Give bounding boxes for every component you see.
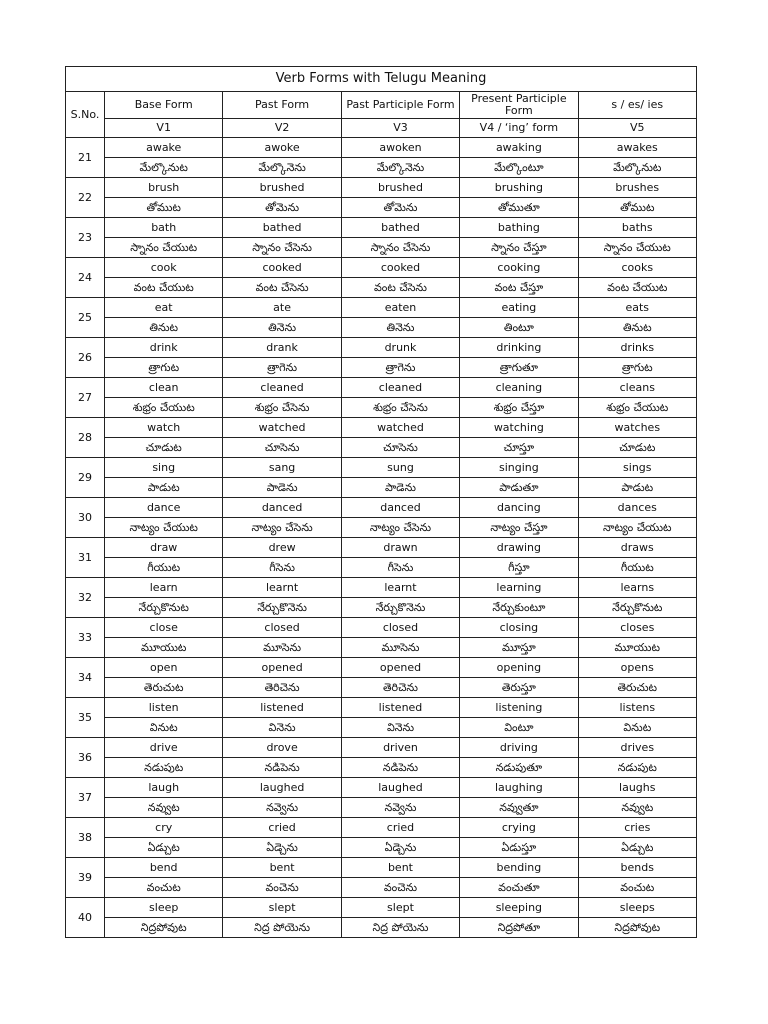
telugu-v4: త్రాగుతూ (460, 358, 578, 378)
telugu-v1: వంట చేయుట (105, 278, 223, 298)
english-v3: driven (341, 738, 459, 758)
english-v4: eating (460, 298, 578, 318)
table-row-telugu (66, 198, 697, 218)
english-v1: awake (105, 138, 223, 158)
english-v4: closing (460, 618, 578, 638)
telugu-v3: నాట్యం చేసెను (341, 518, 459, 538)
telugu-v4: తింటూ (460, 318, 578, 338)
table-row-telugu (66, 598, 697, 618)
serial-number: 33 (66, 618, 105, 658)
table-row (66, 898, 697, 918)
english-v3: awoken (341, 138, 459, 158)
english-v2: bent (223, 858, 341, 878)
serial-number: 26 (66, 338, 105, 378)
telugu-v3: వినెను (341, 718, 459, 738)
english-v3: eaten (341, 298, 459, 318)
english-v2: slept (223, 898, 341, 918)
serial-number: 21 (66, 138, 105, 178)
table-row (66, 178, 697, 198)
english-v1: brush (105, 178, 223, 198)
telugu-v1: నేర్చుకొనుట (105, 598, 223, 618)
table-row-telugu (66, 518, 697, 538)
english-v2: sang (223, 458, 341, 478)
header-row-codes (66, 119, 697, 138)
telugu-v5: నేర్చుకొనుట (578, 598, 696, 618)
telugu-v2: నాట్యం చేసెను (223, 518, 341, 538)
english-v1: laugh (105, 778, 223, 798)
telugu-v5: నాట్యం చేయుట (578, 518, 696, 538)
verb-forms-table (65, 66, 697, 938)
english-v2: drank (223, 338, 341, 358)
english-v2: drove (223, 738, 341, 758)
telugu-v2: తినెను (223, 318, 341, 338)
english-v5: drinks (578, 338, 696, 358)
telugu-v1: తినుట (105, 318, 223, 338)
english-v1: sleep (105, 898, 223, 918)
table-title: Verb Forms with Telugu Meaning (66, 67, 697, 92)
english-v1: learn (105, 578, 223, 598)
table-row (66, 298, 697, 318)
telugu-v4: ఏడుస్తూ (460, 838, 578, 858)
table-row (66, 378, 697, 398)
table-row (66, 658, 697, 678)
telugu-v1: ఏడ్చుట (105, 838, 223, 858)
telugu-v4: నడుపుతూ (460, 758, 578, 778)
table-row (66, 138, 697, 158)
english-v2: watched (223, 418, 341, 438)
telugu-v2: వంట చేసెను (223, 278, 341, 298)
telugu-v5: నడుపుట (578, 758, 696, 778)
english-v3: opened (341, 658, 459, 678)
english-v2: cooked (223, 258, 341, 278)
telugu-v3: నేర్చుకొనెను (341, 598, 459, 618)
telugu-v5: పాడుట (578, 478, 696, 498)
telugu-v2: స్నానం చేసెను (223, 238, 341, 258)
header-past-form: Past Form (223, 92, 341, 119)
table-row-telugu (66, 318, 697, 338)
telugu-v1: త్రాగుట (105, 358, 223, 378)
table-row-telugu (66, 358, 697, 378)
telugu-v3: శుభ్రం చేసెను (341, 398, 459, 418)
english-v5: baths (578, 218, 696, 238)
header-v5: V5 (578, 119, 696, 138)
english-v5: drives (578, 738, 696, 758)
telugu-v3: తోమెను (341, 198, 459, 218)
table-row (66, 418, 697, 438)
table-row-telugu (66, 638, 697, 658)
english-v1: dance (105, 498, 223, 518)
english-v2: opened (223, 658, 341, 678)
english-v5: sleeps (578, 898, 696, 918)
serial-number: 22 (66, 178, 105, 218)
table-row (66, 618, 697, 638)
english-v5: draws (578, 538, 696, 558)
telugu-v4: వింటూ (460, 718, 578, 738)
serial-number: 37 (66, 778, 105, 818)
english-v4: bathing (460, 218, 578, 238)
telugu-v1: నాట్యం చేయుట (105, 518, 223, 538)
english-v2: bathed (223, 218, 341, 238)
english-v2: listened (223, 698, 341, 718)
header-v2: V2 (223, 119, 341, 138)
telugu-v5: నవ్వుట (578, 798, 696, 818)
telugu-v5: వంట చేయుట (578, 278, 696, 298)
english-v3: closed (341, 618, 459, 638)
telugu-v2: నవ్వెను (223, 798, 341, 818)
english-v1: bath (105, 218, 223, 238)
telugu-v1: గీయుట (105, 558, 223, 578)
telugu-v4: నేర్చుకుంటూ (460, 598, 578, 618)
english-v4: watching (460, 418, 578, 438)
telugu-v4: పాడుతూ (460, 478, 578, 498)
english-v1: bend (105, 858, 223, 878)
telugu-v1: పాడుట (105, 478, 223, 498)
telugu-v5: చూడుట (578, 438, 696, 458)
telugu-v5: తినుట (578, 318, 696, 338)
telugu-v3: నవ్వెను (341, 798, 459, 818)
telugu-v2: వంచెను (223, 878, 341, 898)
header-base-form: Base Form (105, 92, 223, 119)
serial-number: 38 (66, 818, 105, 858)
english-v1: sing (105, 458, 223, 478)
english-v5: sings (578, 458, 696, 478)
english-v5: brushes (578, 178, 696, 198)
telugu-v5: వంచుట (578, 878, 696, 898)
english-v2: awoke (223, 138, 341, 158)
english-v3: drawn (341, 538, 459, 558)
telugu-v4: స్నానం చేస్తూ (460, 238, 578, 258)
english-v4: cooking (460, 258, 578, 278)
english-v3: danced (341, 498, 459, 518)
english-v4: laughing (460, 778, 578, 798)
table-row-telugu (66, 278, 697, 298)
english-v4: crying (460, 818, 578, 838)
telugu-v2: నిద్ర పోయెను (223, 918, 341, 938)
telugu-v3: ఏడ్చెను (341, 838, 459, 858)
table-row (66, 458, 697, 478)
telugu-v2: పాడెను (223, 478, 341, 498)
english-v1: cry (105, 818, 223, 838)
telugu-v1: మూయుట (105, 638, 223, 658)
telugu-v2: ఏడ్చెను (223, 838, 341, 858)
english-v5: laughs (578, 778, 696, 798)
english-v4: dancing (460, 498, 578, 518)
telugu-v1: శుభ్రం చేయుట (105, 398, 223, 418)
english-v2: cried (223, 818, 341, 838)
english-v3: watched (341, 418, 459, 438)
header-past-participle-form: Past Participle Form (341, 92, 459, 119)
telugu-v2: గీసెను (223, 558, 341, 578)
telugu-v3: వంచెను (341, 878, 459, 898)
english-v5: cleans (578, 378, 696, 398)
serial-number: 23 (66, 218, 105, 258)
english-v2: learnt (223, 578, 341, 598)
telugu-v4: నిద్రపోతూ (460, 918, 578, 938)
telugu-v5: నిద్రపోవుట (578, 918, 696, 938)
serial-number: 27 (66, 378, 105, 418)
telugu-v2: చూసెను (223, 438, 341, 458)
english-v3: laughed (341, 778, 459, 798)
table-row (66, 338, 697, 358)
telugu-v4: వంచుతూ (460, 878, 578, 898)
english-v3: cooked (341, 258, 459, 278)
telugu-v5: గీయుట (578, 558, 696, 578)
english-v5: eats (578, 298, 696, 318)
english-v3: bathed (341, 218, 459, 238)
telugu-v4: వంట చేస్తూ (460, 278, 578, 298)
telugu-v4: గీస్తూ (460, 558, 578, 578)
english-v3: brushed (341, 178, 459, 198)
header-v3: V3 (341, 119, 459, 138)
header-s-es-ies: s / es/ ies (578, 92, 696, 119)
english-v5: cries (578, 818, 696, 838)
table-row (66, 258, 697, 278)
english-v3: listened (341, 698, 459, 718)
english-v1: draw (105, 538, 223, 558)
english-v5: learns (578, 578, 696, 598)
telugu-v3: నిద్ర పోయెను (341, 918, 459, 938)
english-v4: drinking (460, 338, 578, 358)
serial-number: 40 (66, 898, 105, 938)
telugu-v5: మేల్కొనుట (578, 158, 696, 178)
table-row-telugu (66, 558, 697, 578)
telugu-v5: తెరుచుట (578, 678, 696, 698)
telugu-v2: తెరిచెను (223, 678, 341, 698)
english-v2: ate (223, 298, 341, 318)
english-v1: listen (105, 698, 223, 718)
header-row-forms (66, 92, 697, 119)
english-v5: bends (578, 858, 696, 878)
telugu-v3: తినెను (341, 318, 459, 338)
telugu-v1: మేల్కొనుట (105, 158, 223, 178)
english-v5: opens (578, 658, 696, 678)
english-v1: eat (105, 298, 223, 318)
telugu-v3: మేల్కొనెను (341, 158, 459, 178)
telugu-v4: నాట్యం చేస్తూ (460, 518, 578, 538)
english-v4: drawing (460, 538, 578, 558)
serial-number: 25 (66, 298, 105, 338)
table-row-telugu (66, 438, 697, 458)
telugu-v1: చూడుట (105, 438, 223, 458)
table-row-telugu (66, 918, 697, 938)
verb-table-body (66, 138, 697, 938)
telugu-v2: మూసెను (223, 638, 341, 658)
english-v3: cleaned (341, 378, 459, 398)
table-row (66, 538, 697, 558)
english-v4: brushing (460, 178, 578, 198)
english-v2: closed (223, 618, 341, 638)
table-row-telugu (66, 678, 697, 698)
english-v3: drunk (341, 338, 459, 358)
serial-number: 39 (66, 858, 105, 898)
english-v3: sung (341, 458, 459, 478)
english-v2: drew (223, 538, 341, 558)
telugu-v4: తెరుస్తూ (460, 678, 578, 698)
table-row-telugu (66, 238, 697, 258)
telugu-v4: మేల్కొంటూ (460, 158, 578, 178)
english-v4: awaking (460, 138, 578, 158)
english-v2: laughed (223, 778, 341, 798)
table-row-telugu (66, 838, 697, 858)
telugu-v5: త్రాగుట (578, 358, 696, 378)
table-row-telugu (66, 158, 697, 178)
telugu-v2: మేల్కొనెను (223, 158, 341, 178)
telugu-v4: శుభ్రం చేస్తూ (460, 398, 578, 418)
telugu-v5: శుభ్రం చేయుట (578, 398, 696, 418)
english-v1: watch (105, 418, 223, 438)
english-v2: danced (223, 498, 341, 518)
telugu-v3: పాడెను (341, 478, 459, 498)
serial-number: 36 (66, 738, 105, 778)
telugu-v3: వంట చేసెను (341, 278, 459, 298)
english-v3: cried (341, 818, 459, 838)
telugu-v3: స్నానం చేసెను (341, 238, 459, 258)
table-row (66, 698, 697, 718)
english-v1: close (105, 618, 223, 638)
table-row-telugu (66, 478, 697, 498)
english-v4: opening (460, 658, 578, 678)
telugu-v4: మూస్తూ (460, 638, 578, 658)
telugu-v3: మూసెను (341, 638, 459, 658)
table-row (66, 578, 697, 598)
english-v3: bent (341, 858, 459, 878)
telugu-v4: నవ్వుతూ (460, 798, 578, 818)
telugu-v4: తోముతూ (460, 198, 578, 218)
table-row-telugu (66, 718, 697, 738)
telugu-v2: త్రాగెను (223, 358, 341, 378)
table-row (66, 858, 697, 878)
table-row-telugu (66, 398, 697, 418)
telugu-v1: నిద్రపోవుట (105, 918, 223, 938)
english-v5: cooks (578, 258, 696, 278)
english-v5: dances (578, 498, 696, 518)
english-v4: singing (460, 458, 578, 478)
telugu-v1: నడుపుట (105, 758, 223, 778)
telugu-v1: వంచుట (105, 878, 223, 898)
telugu-v2: నడిపెను (223, 758, 341, 778)
telugu-v3: తెరిచెను (341, 678, 459, 698)
table-row (66, 778, 697, 798)
telugu-v1: తోముట (105, 198, 223, 218)
english-v1: clean (105, 378, 223, 398)
serial-number: 24 (66, 258, 105, 298)
telugu-v5: తోముట (578, 198, 696, 218)
table-row (66, 738, 697, 758)
serial-number: 30 (66, 498, 105, 538)
telugu-v5: మూయుట (578, 638, 696, 658)
english-v2: cleaned (223, 378, 341, 398)
english-v1: open (105, 658, 223, 678)
serial-number: 32 (66, 578, 105, 618)
header-sno: S.No. (66, 92, 105, 138)
telugu-v1: తెరుచుట (105, 678, 223, 698)
table-row (66, 498, 697, 518)
english-v1: drive (105, 738, 223, 758)
telugu-v1: స్నానం చేయుట (105, 238, 223, 258)
telugu-v5: ఏడ్చుట (578, 838, 696, 858)
telugu-v1: నవ్వుట (105, 798, 223, 818)
english-v1: drink (105, 338, 223, 358)
english-v4: cleaning (460, 378, 578, 398)
english-v4: learning (460, 578, 578, 598)
english-v5: watches (578, 418, 696, 438)
english-v3: learnt (341, 578, 459, 598)
english-v4: listening (460, 698, 578, 718)
telugu-v3: గీసెను (341, 558, 459, 578)
telugu-v4: చూస్తూ (460, 438, 578, 458)
header-v4: V4 / ‘ing’ form (460, 119, 578, 138)
serial-number: 28 (66, 418, 105, 458)
header-v1: V1 (105, 119, 223, 138)
english-v4: bending (460, 858, 578, 878)
serial-number: 35 (66, 698, 105, 738)
telugu-v2: వినెను (223, 718, 341, 738)
table-row-telugu (66, 758, 697, 778)
serial-number: 34 (66, 658, 105, 698)
english-v5: closes (578, 618, 696, 638)
telugu-v2: తోమెను (223, 198, 341, 218)
serial-number: 31 (66, 538, 105, 578)
telugu-v3: త్రాగెను (341, 358, 459, 378)
english-v4: sleeping (460, 898, 578, 918)
english-v1: cook (105, 258, 223, 278)
english-v5: listens (578, 698, 696, 718)
english-v5: awakes (578, 138, 696, 158)
header-present-participle-form: Present Participle Form (460, 92, 578, 119)
table-row (66, 818, 697, 838)
serial-number: 29 (66, 458, 105, 498)
telugu-v3: నడిపెను (341, 758, 459, 778)
english-v4: driving (460, 738, 578, 758)
telugu-v2: నేర్చుకొనెను (223, 598, 341, 618)
telugu-v5: స్నానం చేయుట (578, 238, 696, 258)
telugu-v1: వినుట (105, 718, 223, 738)
table-row (66, 218, 697, 238)
english-v3: slept (341, 898, 459, 918)
telugu-v3: చూసెను (341, 438, 459, 458)
table-row-telugu (66, 798, 697, 818)
telugu-v5: వినుట (578, 718, 696, 738)
telugu-v2: శుభ్రం చేసెను (223, 398, 341, 418)
english-v2: brushed (223, 178, 341, 198)
table-row-telugu (66, 878, 697, 898)
